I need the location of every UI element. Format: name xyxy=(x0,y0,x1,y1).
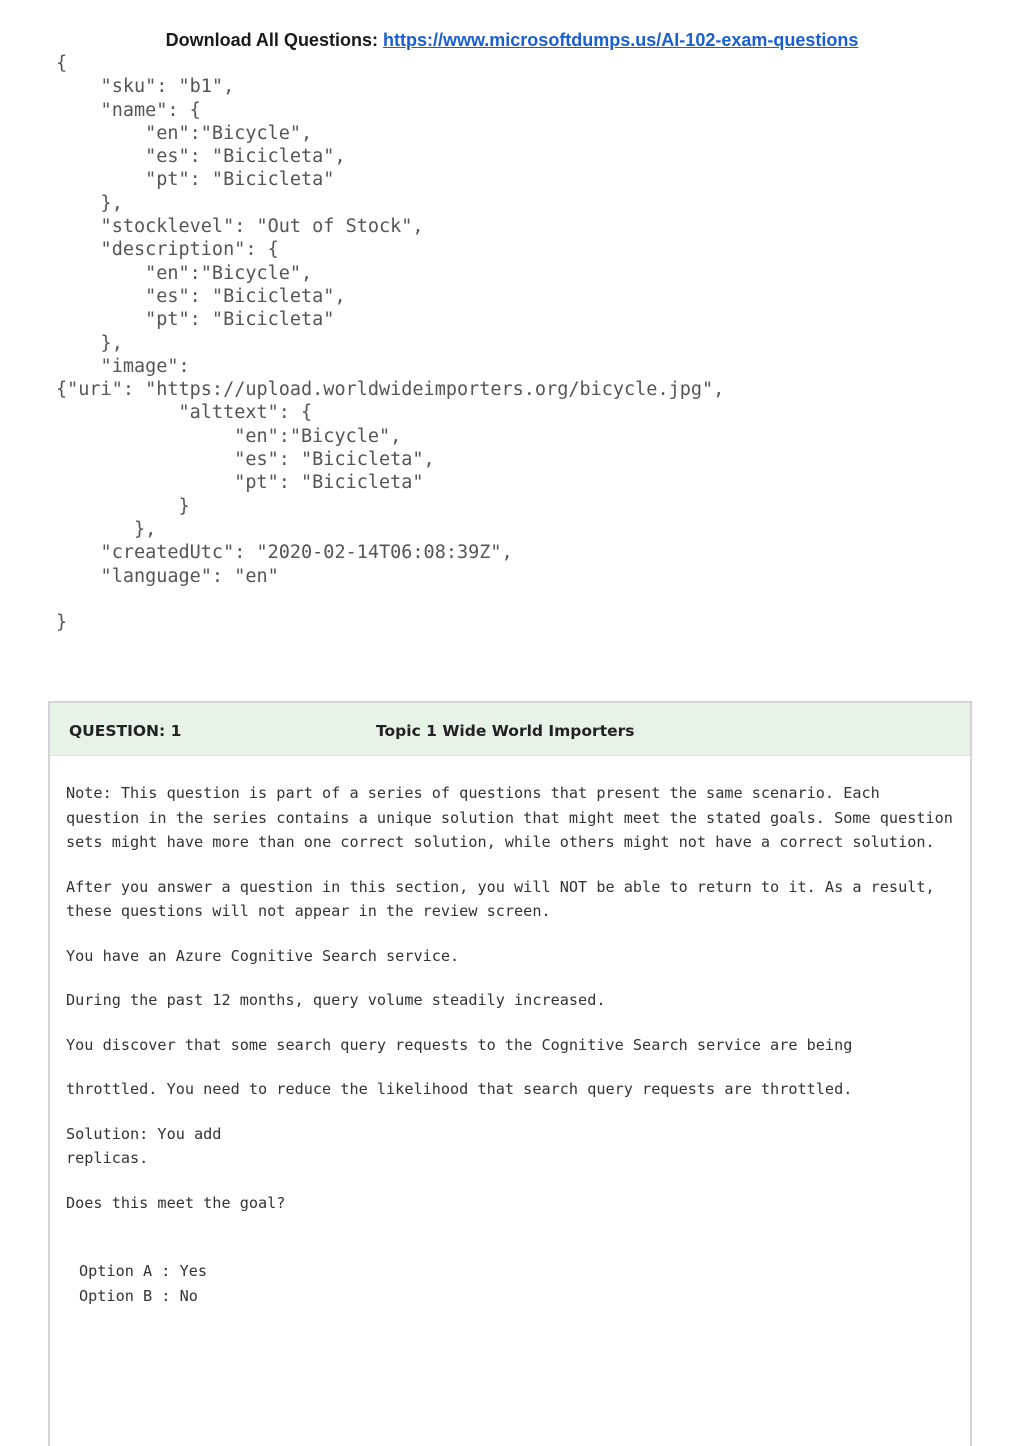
code-line: } xyxy=(56,495,190,517)
question-header xyxy=(50,703,970,756)
option-b[interactable]: Option B : No xyxy=(79,1286,198,1305)
code-line: }, xyxy=(56,332,123,354)
code-line: "alttext": { xyxy=(56,402,313,424)
code-line: "en":"Bicycle", xyxy=(56,262,313,284)
code-line: "image": xyxy=(56,355,190,377)
question-panel xyxy=(48,701,972,1446)
download-label: Download All Questions: xyxy=(165,30,378,50)
option-a[interactable]: Option A : Yes xyxy=(79,1262,208,1280)
code-line: "name": { xyxy=(56,99,201,121)
code-line: "pt": "Bicicleta" xyxy=(56,169,335,191)
question-number: QUESTION: 1 xyxy=(69,722,182,740)
code-line: "pt": "Bicicleta" xyxy=(56,309,335,331)
question-body xyxy=(50,756,970,1308)
question-paragraph: You have an Azure Cognitive Search service. xyxy=(66,946,460,965)
code-line: "es": "Bicicleta", xyxy=(56,449,435,471)
code-line: "es": "Bicicleta", xyxy=(56,146,346,168)
code-line: } xyxy=(56,612,68,634)
question-paragraph: During the past 12 months, query volume steadily increased. xyxy=(66,991,606,1009)
code-line: "stocklevel": "Out of Stock", xyxy=(56,216,424,238)
download-header xyxy=(0,30,1024,51)
code-line: }, xyxy=(56,192,123,214)
question-paragraph: throttled. You need to reduce the likelihood that search query requests are throttled. xyxy=(66,1080,853,1098)
code-line: "es": "Bicicleta", xyxy=(56,285,346,307)
code-line: "language": "en" xyxy=(56,565,279,587)
code-line: "sku": "b1", xyxy=(56,76,235,98)
question-topic: Topic 1 Wide World Importers xyxy=(376,722,635,740)
answer-options xyxy=(66,1259,954,1308)
code-line: "en":"Bicycle", xyxy=(56,122,313,144)
download-link[interactable]: https://www.microsoftdumps.us/AI-102-exam-questions xyxy=(382,30,859,50)
question-prompt: Does this meet the goal? xyxy=(66,1193,286,1212)
question-paragraph: You discover that some search query requests to the Cognitive Search service are being xyxy=(66,1035,853,1054)
code-line: "en":"Bicycle", xyxy=(56,425,402,447)
code-line: }, xyxy=(56,518,157,540)
code-line: "pt": "Bicicleta" xyxy=(56,472,424,494)
code-line: {"uri": "https://upload.worldwideimporters.org/bicycle.jpg", xyxy=(56,379,725,401)
code-line: "createdUtc": "2020-02-14T06:08:39Z", xyxy=(56,542,513,564)
question-paragraph: Solution: You add replicas. xyxy=(66,1124,222,1167)
code-line: { xyxy=(56,53,68,74)
question-paragraph: After you answer a question in this section, you will NOT be able to return to it. As a result, these questions will not appear in the review screen. xyxy=(66,877,935,920)
question-paragraph: Note: This question is part of a series of questions that present the same scenario. Each question in the series contains a unique solution that might meet the stated goals. Some question sets might have more than one correct solution, while others might not have a correct solution. xyxy=(66,784,953,851)
code-line: "description": { xyxy=(56,239,279,261)
json-code-image xyxy=(56,52,876,634)
